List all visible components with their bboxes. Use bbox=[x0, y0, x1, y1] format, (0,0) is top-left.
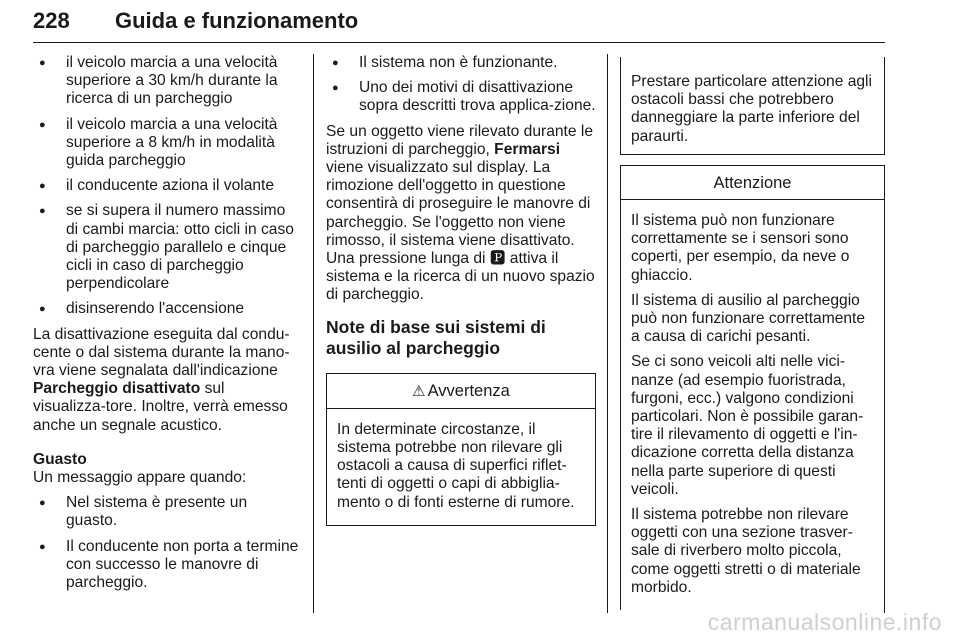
paragraph: La disattivazione eseguita dal condu‐cente o dal sistema durante la mano‐vra viene segnalata dall'indicazione Parcheggio disattivato sul visualizza‐tore. Inoltre, verrà emesso anche un segnale acustico. bbox=[33, 325, 290, 434]
list-item: ● Uno dei motivi di disattivazione sopra descritti trova applica‐zione. bbox=[326, 79, 596, 115]
notice-box bbox=[620, 57, 885, 155]
notice-body bbox=[621, 57, 884, 154]
attention-body bbox=[621, 200, 884, 610]
column-divider bbox=[607, 54, 608, 613]
attention-paragraph: Se ci sono veicoli alti nelle vici‐nanze (ad esempio fuoristrada, furgoni, ecc.) valgono condizioni particolari. Non è possibile garan‐tire il rilevamento di oggetti e l'in‐dicazione corretta della distanza nella parte superiore di questi veicoli. bbox=[631, 353, 864, 498]
list-item: ● disinserendo l'accensione bbox=[33, 300, 301, 318]
warning-header bbox=[327, 374, 595, 409]
list-item: ● Il conducente non porta a termine con successo le manovre di parcheggio. bbox=[33, 538, 301, 593]
warning-icon: ⚠ bbox=[412, 382, 426, 400]
list-item: ● il veicolo marcia a una velocità superiore a 30 km/h durante la ricerca di un parcheggio bbox=[33, 54, 301, 109]
page-title: Guida e funzionamento bbox=[115, 8, 359, 33]
list-item: ● Nel sistema è presente un guasto. bbox=[33, 494, 301, 530]
warning-box bbox=[326, 373, 596, 526]
attention-paragraph: Il sistema potrebbe non rilevare oggetti con una sezione trasver‐sale di riverbero molto piccola, come oggetti stretti o di materiale morbido. bbox=[631, 506, 861, 596]
column-middle bbox=[326, 54, 596, 526]
list-item: ● Il sistema non è funzionante. bbox=[326, 54, 596, 72]
subheading-wrap bbox=[33, 451, 301, 469]
subheading: Guasto bbox=[33, 450, 87, 468]
column-divider bbox=[313, 54, 314, 613]
watermark: carmanualsonline.info bbox=[707, 609, 942, 635]
column-left bbox=[33, 54, 301, 599]
warning-text: In determinate circostanze, il sistema potrebbe non rilevare gli ostacoli a causa di superfici riflet‐tenti di oggetti o capi di abbiglia‐mento o di fonti esterne di rumore. bbox=[337, 420, 575, 511]
list-item: ● il veicolo marcia a una velocità superiore a 8 km/h in modalità guida parcheggio bbox=[33, 116, 301, 171]
paragraph: Un messaggio appare quando: bbox=[33, 469, 247, 487]
list-item: ● il conducente aziona il volante bbox=[33, 177, 301, 195]
bullet-list bbox=[33, 54, 301, 319]
column-right bbox=[620, 57, 885, 610]
attention-box bbox=[620, 165, 885, 610]
page-header bbox=[33, 6, 885, 43]
display-message: Parcheggio disattivato bbox=[33, 380, 201, 398]
attention-header: Attenzione bbox=[621, 166, 884, 200]
section-heading: Note di base sui sistemi di ausilio al parcheggio bbox=[326, 316, 546, 358]
warning-body bbox=[327, 409, 595, 525]
paragraph: Se un oggetto viene rilevato durante le istruzioni di parcheggio, Fermarsi viene visualizzato sul display. La rimozione dell'oggetto in questione consentirà di proseguire le manovre di parcheggio. Se l'oggetto non viene rimosso, il sistema viene disattivato. Una pressione lunga di 🅿 attiva il sistema e la ricerca di un nuovo spazio di parcheggio. bbox=[326, 122, 595, 304]
list-item: ● se si supera il numero massimo di cambi marcia: otto cicli in caso di parcheggio parallelo e cinque cicli in caso di parcheggio perpendicolare bbox=[33, 202, 301, 293]
notice-text: Prestare particolare attenzione agli ostacoli bassi che potrebbero danneggiare la parte inferiore del paraurti. bbox=[631, 73, 872, 145]
warning-title: Avvertenza bbox=[427, 381, 510, 400]
display-message: Fermarsi bbox=[494, 140, 561, 158]
bullet-list bbox=[33, 494, 301, 592]
parking-button-icon: 🅿 bbox=[489, 250, 506, 268]
bullet-list bbox=[326, 54, 596, 116]
attention-paragraph: Il sistema può non funzionare correttamente se i sensori sono coperti, per esempio, da neve o ghiaccio. bbox=[631, 212, 850, 284]
attention-paragraph: Il sistema di ausilio al parcheggio può non funzionare correttamente a causa di carichi pesanti. bbox=[631, 291, 866, 346]
page-number: 228 bbox=[33, 8, 70, 33]
